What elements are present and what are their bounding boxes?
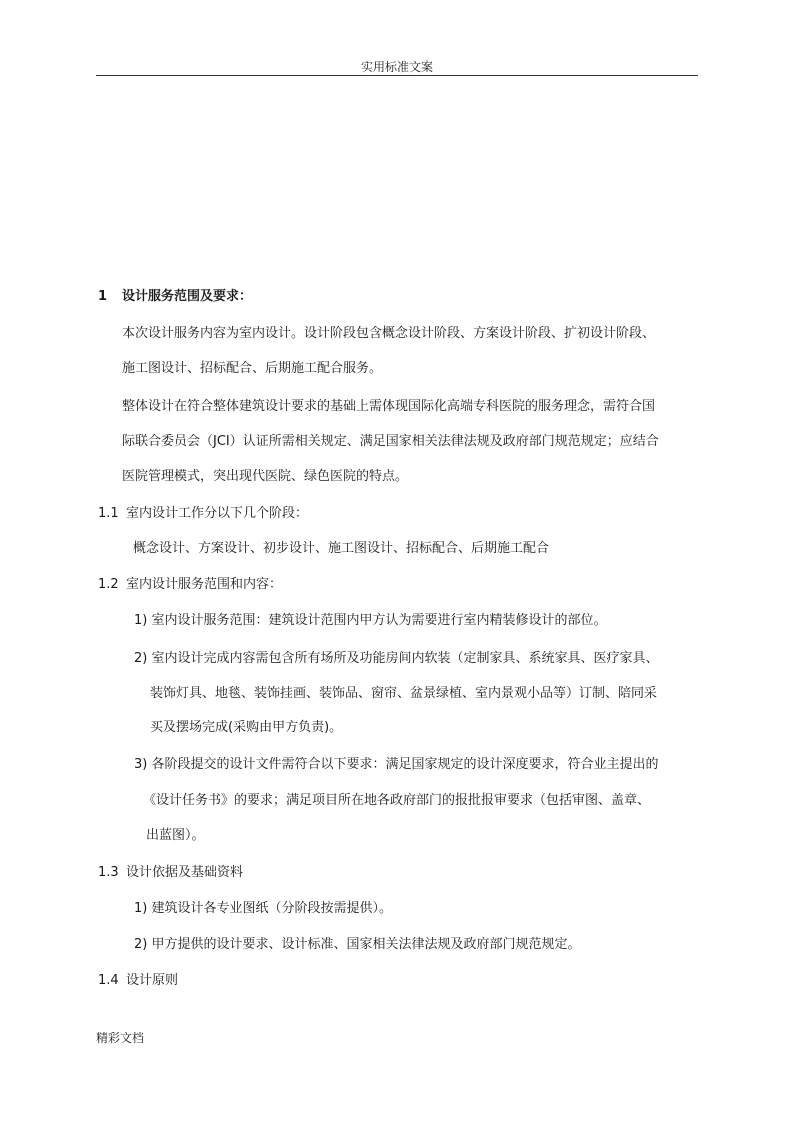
section-1-3-item2: 2) 甲方提供的设计要求、设计标准、国家相关法律法规及政府部门规范规定。 [134,937,581,952]
section-1-4-number: 1.4 [98,973,119,988]
section-1-title: 设计服务范围及要求： [122,289,253,304]
section-1-3-number: 1.3 [98,865,119,880]
section-1-para1-line2: 施工图设计、招标配合、后期施工配合服务。 [122,361,383,376]
section-1-1-title: 室内设计工作分以下几个阶段： [126,506,309,521]
section-1-3-item1: 1) 建筑设计各专业图纸（分阶段按需提供）。 [134,901,392,916]
section-1-4-title: 设计原则 [126,973,179,988]
page-header: 实用标准文案 [360,60,433,74]
section-1-2-item2-line2: 装饰灯具、地毯、装饰挂画、装饰品、窗帘、盆景绿植、室内景观小品等）订制、陪同采 [150,686,658,701]
section-1-2-title: 室内设计服务范围和内容： [126,577,283,592]
section-1-1-number: 1.1 [98,506,119,521]
section-1-2-item3-line1: 3) 各阶段提交的设计文件需符合以下要求：满足国家规定的设计深度要求，符合业主提出的 [134,757,659,772]
section-1-para2-line3: 医院管理模式，突出现代医院、绿色医院的特点。 [122,469,409,484]
section-1-heading [98,288,252,306]
section-1-2-item1: 1) 室内设计服务范围：建筑设计范围内甲方认为需要进行室内精装修设计的部位。 [134,613,607,628]
section-1-para2-line1: 整体设计在符合整体建筑设计要求的基础上需体现国际化高端专科医院的服务理念，需符合国 [122,399,656,414]
section-1-1-stages: 概念设计、方案设计、初步设计、施工图设计、招标配合、后期施工配合 [133,541,550,556]
section-1-2-number: 1.2 [98,577,119,592]
section-1-para2-line2: 际联合委员会（JCI）认证所需相关规定、满足国家相关法律法规及政府部门规范规定；应结合 [122,434,659,449]
section-1-1-heading [98,505,308,523]
section-1-number: 1 [98,289,108,304]
section-1-2-item3-line3: 出蓝图）。 [146,828,205,843]
section-1-3-heading [98,864,243,882]
section-1-2-item2-line1: 2) 室内设计完成内容需包含所有场所及功能房间内软装（定制家具、系统家具、医疗家具、 [134,651,659,666]
section-1-para1-line1: 本次设计服务内容为室内设计。设计阶段包含概念设计阶段、方案设计阶段、扩初设计阶段、 [122,326,656,341]
header-rule [96,75,698,76]
page-footer: 精彩文档 [96,1031,145,1045]
section-1-2-item2-line3: 买及摆场完成(采购由甲方负责)。 [150,720,343,735]
section-1-4-heading [98,972,178,990]
section-1-3-title: 设计依据及基础资料 [126,865,244,880]
section-1-2-item3-line2: 《设计任务书》的要求；满足项目所在地各政府部门的报批报审要求（包括审图、盖章、 [143,793,651,808]
section-1-2-heading [98,576,282,594]
